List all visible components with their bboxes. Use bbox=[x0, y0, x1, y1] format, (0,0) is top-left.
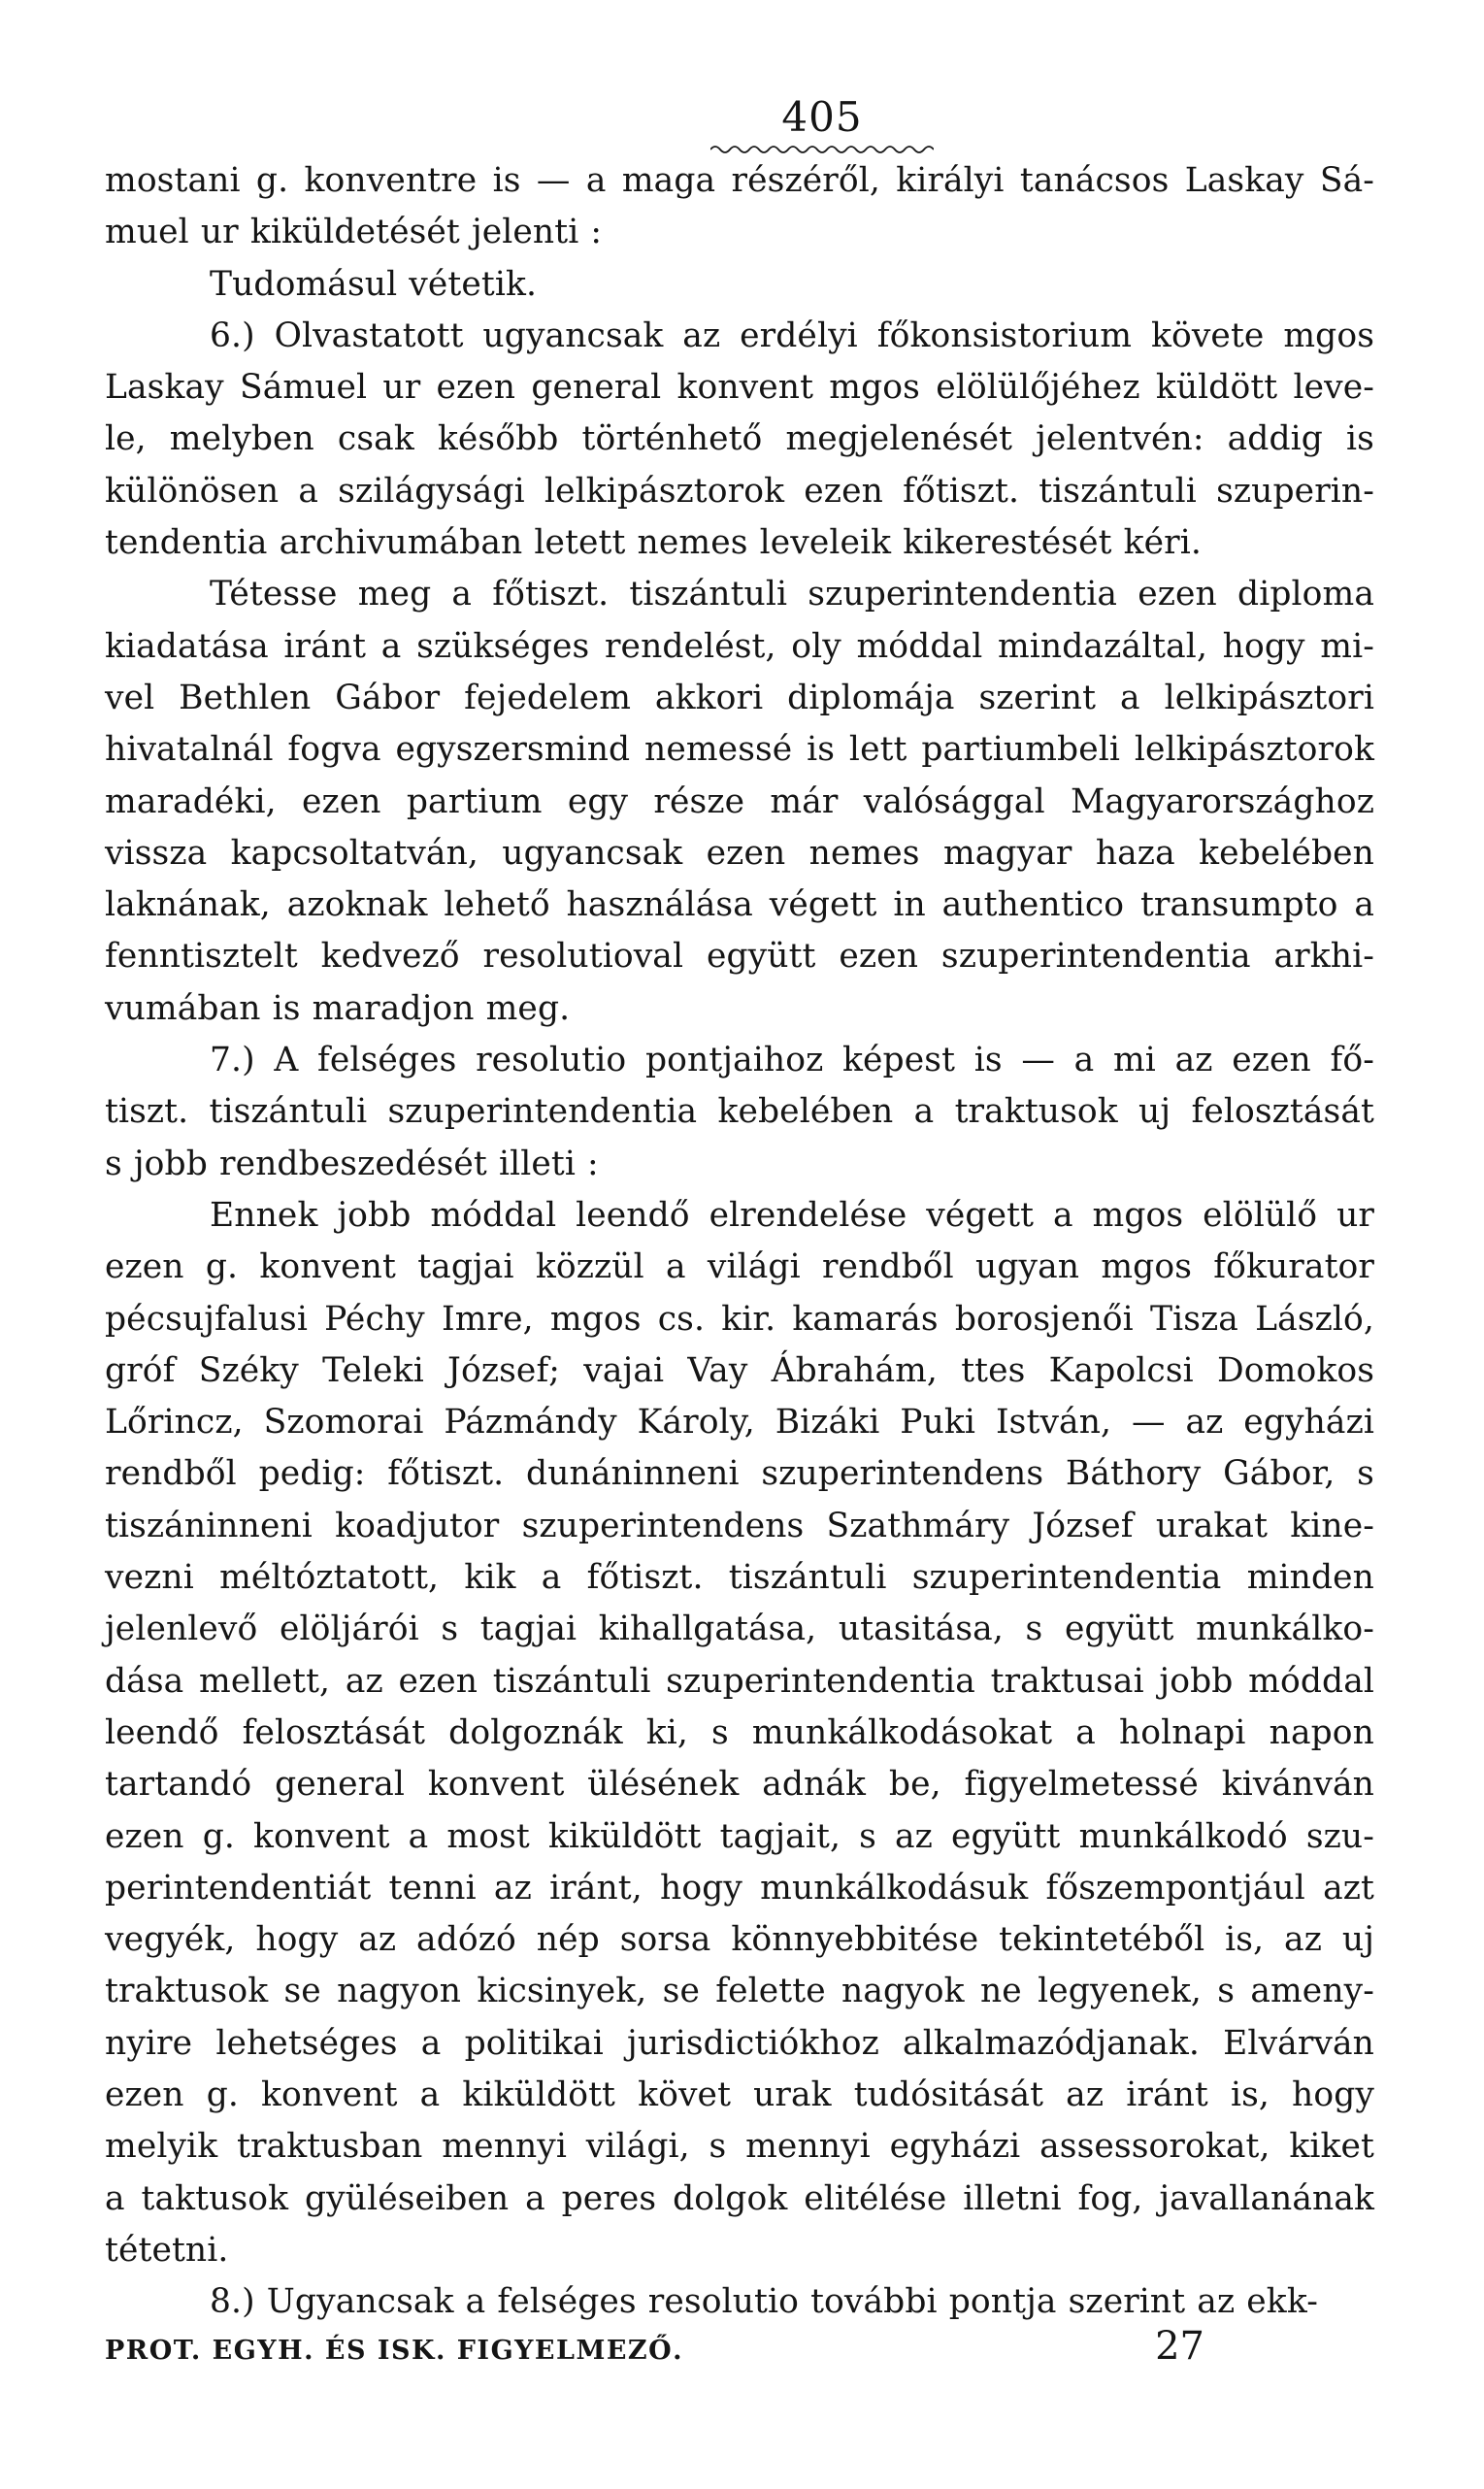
text-line: Tétesse meg a főtiszt. tiszántuli szuperintendentia ezen diploma bbox=[210, 575, 1374, 614]
paragraph bbox=[105, 311, 1374, 569]
text-line: hivatalnál fogva egyszersmind nemessé is lett partiumbeli lelkipásztorok bbox=[105, 730, 1374, 770]
paragraph bbox=[105, 155, 1374, 259]
text-line: nyire lehetséges a politikai jurisdictiókhoz alkalmazódjanak. Elvárván bbox=[105, 2023, 1374, 2063]
text-line: vel Bethlen Gábor fejedelem akkori diplomája szerint a lelkipásztori bbox=[105, 678, 1374, 717]
page-header bbox=[270, 93, 1374, 155]
document-page bbox=[105, 93, 1374, 2370]
text-line: ezen g. konvent a kiküldött követ urak tudósitását az iránt is, hogy bbox=[105, 2074, 1374, 2114]
paragraph bbox=[105, 2276, 1374, 2328]
paragraph bbox=[105, 259, 1374, 311]
text-line: dása mellett, az ezen tiszántuli szuperintendentia traktusai jobb móddal bbox=[105, 1661, 1374, 1701]
paragraph bbox=[105, 569, 1374, 1035]
text-line: gróf Széky Teleki József; vajai Vay Ábrahám, ttes Kapolcsi Domokos bbox=[105, 1350, 1374, 1390]
text-line: laknának, azoknak lehető használása végett in authentico transumpto a bbox=[105, 885, 1374, 925]
text-line: kiadatása iránt a szükséges rendelést, oly móddal mindazáltal, hogy mi- bbox=[105, 626, 1374, 666]
text-line: Laskay Sámuel ur ezen general konvent mgos elölülőjéhez küldött leve- bbox=[105, 368, 1374, 408]
sheet-number: 27 bbox=[1155, 2324, 1204, 2370]
text-line: különösen a szilágysági lelkipásztorok ezen főtiszt. tiszántuli szuperin- bbox=[105, 471, 1374, 511]
text-line: a taktusok gyüléseiben a peres dolgok elitélése illetni fog, javallanának bbox=[105, 2178, 1374, 2218]
text-line: vissza kapcsoltatván, ugyancsak ezen nemes magyar haza kebelében bbox=[105, 833, 1374, 873]
text-line: fenntisztelt kedvező resolutioval együtt ezen szuperintendentia arkhi- bbox=[105, 937, 1374, 977]
text-line: Ennek jobb móddal leendő elrendelése végett a mgos elölülő ur bbox=[210, 1195, 1374, 1235]
text-line: vezni méltóztatott, kik a főtiszt. tiszántuli szuperintendentia minden bbox=[105, 1558, 1374, 1598]
text-line: tartandó general konvent ülésének adnák be, figyelmetessé kivánván bbox=[105, 1765, 1374, 1805]
text-line: melyik traktusban mennyi világi, s mennyi egyházi assessorokat, kiket bbox=[105, 2127, 1374, 2167]
text-line: muel ur kiküldetését jelenti : bbox=[105, 213, 603, 252]
paragraph bbox=[105, 1035, 1374, 1190]
page-number: 405 bbox=[781, 93, 863, 141]
text-line: tétetni. bbox=[105, 2230, 229, 2270]
text-line: vegyék, hogy az adózó nép sorsa könnyebbitése tekintetéből is, az uj bbox=[105, 1920, 1374, 1960]
text-line: 8.) Ugyancsak a felséges resolutio további pontja szerint az ekk- bbox=[210, 2282, 1318, 2322]
printer-signature: PROT. EGYH. ÉS ISK. FIGYELMEZŐ. bbox=[105, 2336, 684, 2367]
text-line: pécsujfalusi Péchy Imre, mgos cs. kir. kamarás borosjenői Tisza László, bbox=[105, 1299, 1374, 1339]
text-line: le, melyben csak később történhető megjelenését jelentvén: addig is bbox=[105, 419, 1374, 459]
text-line: tiszáninneni koadjutor szuperintendens Szathmáry József urakat kine- bbox=[105, 1506, 1374, 1545]
text-line: s jobb rendbeszedését illeti : bbox=[105, 1144, 599, 1183]
body-text bbox=[105, 155, 1374, 2328]
text-line: vumában is maradjon meg. bbox=[105, 988, 571, 1028]
text-line: ezen g. konvent a most kiküldött tagjait, s az együtt munkálkodó szu- bbox=[105, 1816, 1374, 1856]
text-line: jelenlevő elöljárói s tagjai kihallgatása, utasitása, s együtt munkálko- bbox=[105, 1610, 1374, 1649]
wavy-rule-ornament bbox=[710, 144, 934, 155]
text-line: Lőrincz, Szomorai Pázmándy Károly, Bizáki Puki István, — az egyházi bbox=[105, 1403, 1374, 1443]
text-line: Tudomásul vétetik. bbox=[210, 264, 538, 304]
text-line: perintendentiát tenni az iránt, hogy munkálkodásuk főszempontjául azt bbox=[105, 1868, 1374, 1908]
page-footer bbox=[105, 2324, 1374, 2369]
paragraph bbox=[105, 1190, 1374, 2276]
text-line: tiszt. tiszántuli szuperintendentia kebelében a traktusok uj felosztását bbox=[105, 1092, 1374, 1132]
text-line: ezen g. konvent tagjai közzül a világi rendből ugyan mgos főkurator bbox=[105, 1247, 1374, 1287]
text-line: rendből pedig: főtiszt. dunáninneni szuperintendens Báthory Gábor, s bbox=[105, 1454, 1374, 1494]
text-line: mostani g. konventre is — a maga részéről, királyi tanácsos Laskay Sá- bbox=[105, 161, 1374, 200]
text-line: maradéki, ezen partium egy része már valósággal Magyarországhoz bbox=[105, 781, 1374, 821]
text-line: traktusok se nagyon kicsinyek, se felette nagyok ne legyenek, s ameny- bbox=[105, 1972, 1374, 2011]
text-line: leendő felosztását dolgoznák ki, s munkálkodásokat a holnapi napon bbox=[105, 1712, 1374, 1752]
text-line: tendentia archivumában letett nemes leveleik kikerestését kéri. bbox=[105, 523, 1202, 563]
text-line: 6.) Olvastatott ugyancsak az erdélyi főkonsistorium követe mgos bbox=[210, 315, 1374, 355]
text-line: 7.) A felséges resolutio pontjaihoz képest is — a mi az ezen fő- bbox=[210, 1041, 1374, 1080]
